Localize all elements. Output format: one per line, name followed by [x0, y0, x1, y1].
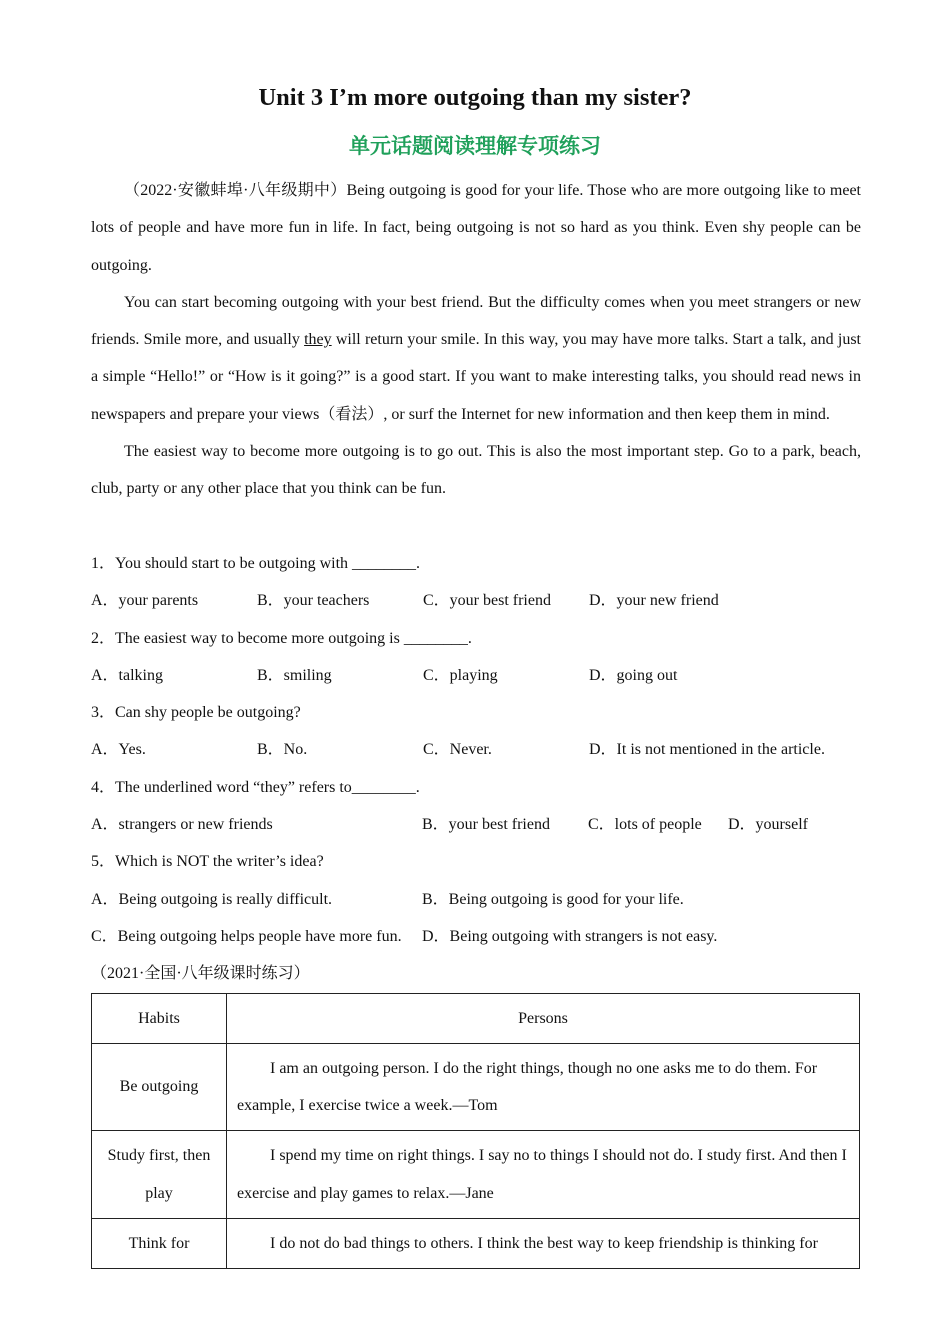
header-persons: Persons: [227, 994, 860, 1044]
habit-cell: Be outgoing: [92, 1044, 227, 1131]
option-d: D．going out: [589, 666, 678, 684]
question-options: [91, 806, 861, 843]
option-c: C．your best friend: [423, 592, 551, 610]
option-d: D．Being outgoing with strangers is not easy.: [422, 927, 718, 945]
option-c: C．Being outgoing helps people have more fun.: [91, 927, 402, 945]
habit-cell: Study first, then play: [92, 1131, 227, 1219]
section-subtitle: 单元话题阅读理解专项练习: [349, 134, 601, 158]
question-stem: 2．The easiest way to become more outgoing is ________.: [91, 629, 472, 647]
question-options: [91, 731, 861, 768]
question-options: [91, 918, 861, 955]
passage-paragraph-3: The easiest way to become more outgoing is to go out. This is also the most important step. Go to a park, beach, club, party or any other place that you think can be fun.: [91, 443, 861, 498]
option-a: A．Yes.: [91, 741, 146, 759]
option-b: B．smiling: [257, 666, 332, 684]
table-row: [92, 1044, 860, 1131]
question-stem: 4．The underlined word “they” refers to________.: [91, 778, 420, 796]
option-a: A．talking: [91, 666, 163, 684]
passage-paragraph-1-text: Being outgoing is good for your life. Those who are more outgoing like to meet lots of people and have more fun in life. In fact, being outgoing is not so hard as you think. Even shy people can be outgoing.: [91, 182, 861, 274]
header-habits: Habits: [92, 994, 227, 1044]
table-row: [92, 1131, 860, 1219]
option-d: D．It is not mentioned in the article.: [589, 741, 825, 759]
table-row: [92, 1219, 860, 1269]
question-stem: 1．You should start to be outgoing with ________.: [91, 555, 421, 572]
underlined-word: they: [304, 331, 332, 349]
question-options: [91, 657, 861, 694]
option-c: C．playing: [423, 666, 498, 684]
option-b: B．your teachers: [257, 592, 370, 610]
unit-title: Unit 3 I’m more outgoing than my sister?: [258, 84, 692, 111]
question-list: [91, 545, 861, 955]
passage-paragraph-2: You can start becoming outgoing with your best friend. But the difficulty comes when you meet strangers or new friends. Smile more, and usually they will return your smile. In this way, you may have more talks. Start a talk, and just a simple “Hello!” or “How is it going?” is a good start. If you want to make interesting talks, you should read news in newspapers and prepare your views（看法）, or surf the Internet for new information and then keep them in mind.: [91, 293, 861, 423]
question-options: [91, 881, 861, 918]
table-header-row: [92, 994, 860, 1044]
reading-passage: [91, 172, 861, 508]
option-a: A．your parents: [91, 592, 199, 610]
section-2-source: （2021·全国·八年级课时练习）: [91, 965, 310, 982]
habit-cell: Think for: [92, 1219, 227, 1269]
option-b: B．Being outgoing is good for your life.: [422, 890, 684, 908]
person-cell: I spend my time on right things. I say no to things I should not do. I study first. And then I exercise and play games to relax.—Jane: [227, 1131, 860, 1219]
option-d: D．yourself: [728, 816, 808, 834]
option-b: B．your best friend: [422, 816, 550, 834]
habits-table: [91, 993, 860, 1269]
option-d: D．your new friend: [589, 592, 719, 610]
question-stem: 3．Can shy people be outgoing?: [91, 704, 301, 722]
option-b: B．No.: [257, 741, 308, 759]
question-stem: 5．Which is NOT the writer’s idea?: [91, 853, 324, 871]
person-cell: I am an outgoing person. I do the right things, though no one asks me to do them. For example, I exercise twice a week.—Tom: [227, 1044, 860, 1131]
passage-source: （2022·安徽蚌埠·八年级期中）: [124, 182, 347, 199]
option-a: A．strangers or new friends: [91, 816, 273, 834]
passage-paragraph-1: [91, 172, 861, 284]
person-cell: I do not do bad things to others. I think the best way to keep friendship is thinking for: [227, 1219, 860, 1269]
option-c: C．Never.: [423, 741, 492, 759]
option-c: C．lots of people: [588, 816, 702, 834]
option-a: A．Being outgoing is really difficult.: [91, 890, 333, 908]
question-options: [91, 582, 861, 619]
